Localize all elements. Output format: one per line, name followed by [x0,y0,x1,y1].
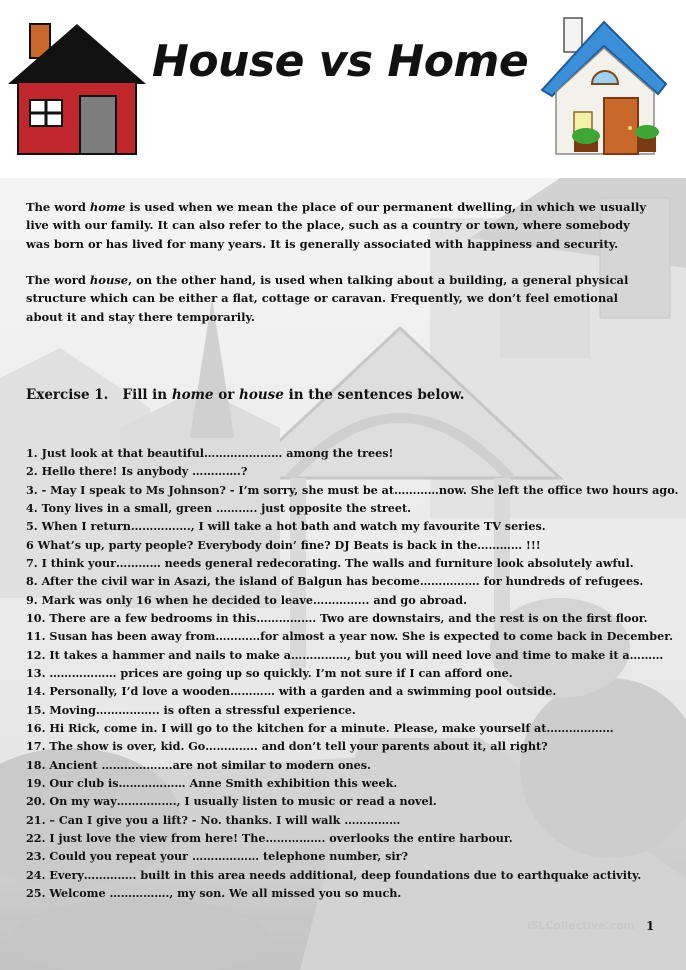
sentence-item: 15. Moving…………….. is often a stressful experience. [26,702,356,717]
sentence-item: 12. It takes a hammer and nails to make a……………, but you will need love and time to make it a……… [26,647,664,662]
page-title: House vs Home [152,36,529,87]
intro-paragraph-home: The word home is used when we mean the place of our permanent dwelling, in which we usually live with our family. It can also refer to the place, such as a country or town, where somebody was born or has lived for many years. It is generally associated with happiness and security. [26,200,647,251]
sentence-item: 21. – Can I give you a lift? - No. thanks. I will walk …………… [26,812,401,827]
sentence-item: 6 What’s up, party people? Everybody doin’ fine? DJ Beats is back in the………… !!! [26,537,541,552]
page-number: 1 [646,919,655,933]
sentence-item: 4. Tony lives in a small, green ……….. just opposite the street. [26,500,412,515]
worksheet-content [0,178,686,970]
sentence-item: 14. Personally, I’d love a wooden………… with a garden and a swimming pool outside. [26,684,557,699]
sentence-item: 11. Susan has been away from…………for almost a year now. She is expected to come back in December. [26,629,673,644]
sentence-item: 23. Could you repeat your ……………… telephone number, sir? [26,849,409,864]
sentence-item: 8. After the civil war in Asazi, the island of Balgun has become……………. for hundreds of refugees. [26,574,644,589]
sentence-item: 1. Just look at that beautiful………………… among the trees! [26,446,394,460]
sentence-item: 20. On my way……………., I usually listen to music or read a novel. [26,794,437,809]
sentence-item: 5. When I return……………., I will take a hot bath and watch my favourite TV series. [26,519,546,534]
intro-paragraph-house: The word house, on the other hand, is used when talking about a building, a general physical structure which can be either a flat, cottage or caravan. Frequently, we don’t feel emotional about it and stay there temporarily. [26,273,629,324]
sentence-item: 16. Hi Rick, come in. I will go to the kitchen for a minute. Please, make yourself at……………… [26,720,614,735]
sentence-item: 13. ……………… prices are going up so quickly. I’m not sure if I can afford one. [26,665,513,680]
sentence-item: 7. I think your………… needs general redecorating. The walls and furniture look absolutely awful. [26,555,634,570]
sentence-item: 22. I just love the view from here! The……………. overlooks the entire harbour. [26,830,513,845]
sentence-item: 24. Every………….. built in this area needs additional, deep foundations due to earthquake activity. [26,867,642,882]
blue-house-icon [534,10,676,166]
sentence-item: 18. Ancient ……………….are not similar to modern ones. [26,757,371,772]
exercise-heading: Exercise 1. Fill in home or house in the sentences below. [26,387,465,403]
sentence-item: 3. - May I speak to Ms Johnson? - I’m sorry, she must be at…………now. She left the office two hours ago. [26,482,679,497]
exercise-sentence-list [26,444,679,902]
sentence-item: 2. Hello there! Is anybody ………….? [26,464,248,479]
sentence-item: 9. Mark was only 16 when he decided to leave…………... and go abroad. [26,592,468,607]
sentence-item: 19. Our club is……………… Anne Smith exhibition this week. [26,775,398,790]
sentence-item: 25. Welcome ……………., my son. We all missed you so much. [26,885,402,900]
red-house-icon [4,18,150,156]
sentence-item: 10. There are a few bedrooms in this……………. Two are downstairs, and the rest is on the first floor. [26,610,648,625]
watermark-brand: iSLCollective.com [527,920,635,932]
header [0,0,686,178]
sentence-item: 17. The show is over, kid. Go………….. and don’t tell your parents about it, all right? [26,739,548,754]
